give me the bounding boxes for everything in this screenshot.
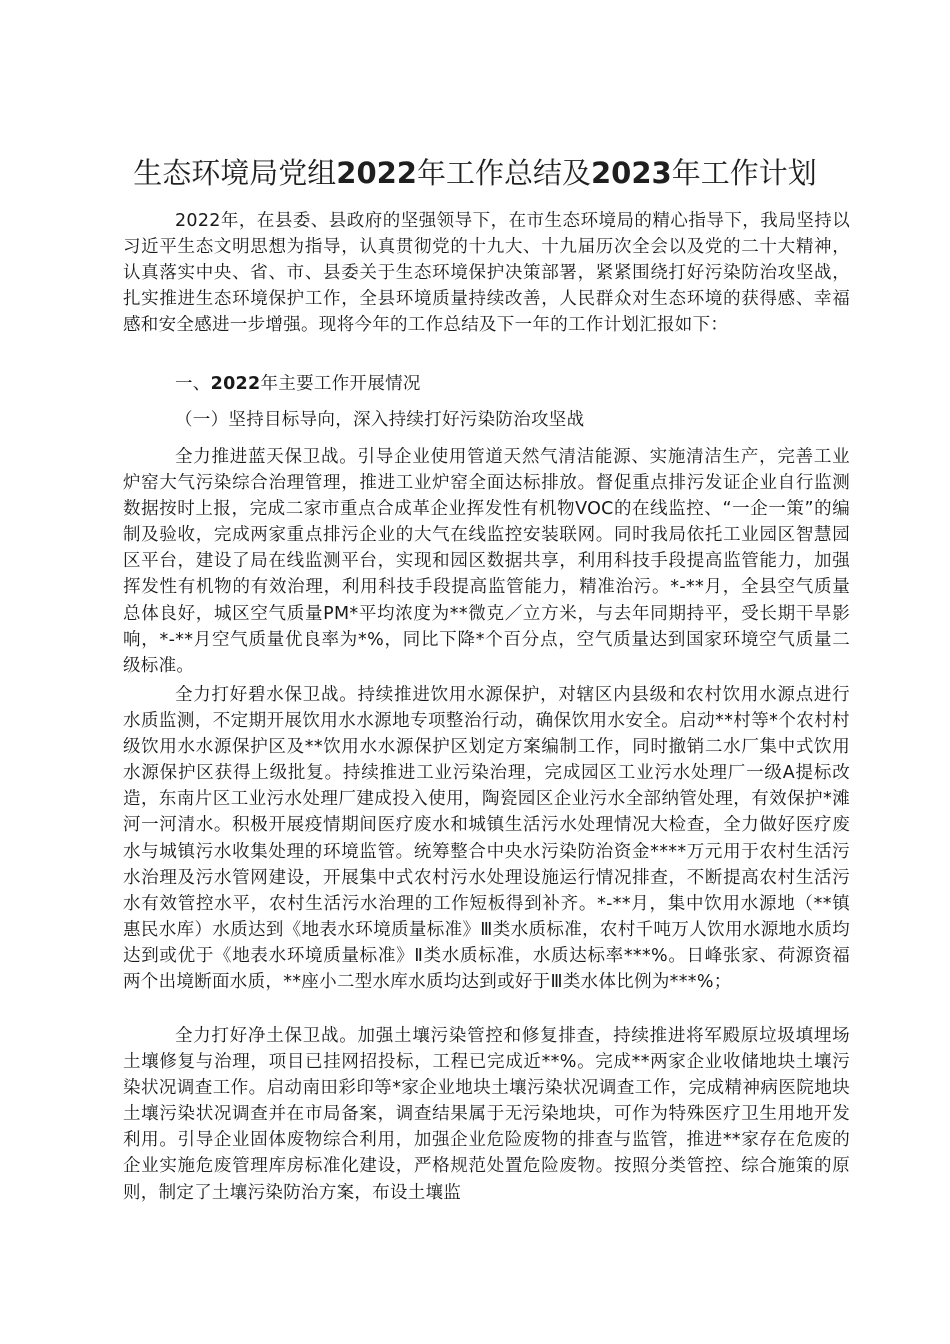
subsection-heading-1: （一）坚持目标导向，深入持续打好污染防治攻坚战 (175, 410, 585, 430)
document-title (0, 151, 950, 195)
intro-paragraph: 2022年，在县委、县政府的坚强领导下，在市生态环境局的精心指导下，我局坚持以习近平生态文明思想为指导，认真贯彻党的十九大、十九届历次全会以及党的二十大精神，认真落实中央、省、市、县委关于生态环境保护决策部署，紧紧围绕打好污染防治攻坚战，扎实推进生态环境保护工作，全县环境质量持续改善，人民群众对生态环境的获得感、幸福感和安全感进一步增强。现将今年的工作总结及下一年的工作计划汇报如下： (123, 211, 850, 336)
section-heading-year: 2022 (210, 374, 261, 394)
section-heading-1 (175, 371, 421, 397)
title-year-2023: 2023 (591, 156, 672, 190)
title-year-2022: 2022 (336, 156, 417, 190)
paragraph-clean-soil: 全力打好净土保卫战。加强土壤污染管控和修复排查，持续推进将军殿原垃圾填埋场土壤修复与治理，项目已挂网招投标，工程已完成近**%。完成**两家企业收储地块土壤污染状况调查工作。启动南田彩印等*家企业地块土壤污染状况调查工作，完成精神病医院地块土壤污染状况调查并在市局备案，调查结果属于无污染地块，可作为特殊医疗卫生用地开发利用。引导企业固体废物综合利用，加强企业危险废物的排查与监管，推进**家存在危废的企业实施危废管理库房标准化建设，严格规范处置危险废物。按照分类管控、综合施策的原则，制定了土壤污染防治方案，布设土壤监 (123, 1026, 850, 1203)
paragraph-blue-sky: 全力推进蓝天保卫战。引导企业使用管道天然气清洁能源、实施清洁生产，完善工业炉窑大气污染综合治理管理，推进工业炉窑全面达标排放。督促重点排污发证企业自行监测数据按时上报，完成二家市重点合成革企业挥发性有机物VOC的在线监控、“一企一策”的编制及验收，完成两家重点排污企业的大气在线监控安装联网。同时我局依托工业园区智慧园区平台，建设了局在线监测平台，实现和园区数据共享，利用科技手段提高监管能力，加强挥发性有机物的有效治理，利用科技手段提高监管能力，精准治污。*-**月，全县空气质量总体良好，城区空气质量PM*平均浓度为**微克／立方米，与去年同期持平，受长期干旱影响，*-**月空气质量优良率为*%，同比下降*个百分点，空气质量达到国家环境空气质量二级标准。 (123, 447, 850, 676)
title-part-2: 年工作总结及 (416, 156, 591, 190)
title-part-1: 生态环境局党组 (133, 156, 337, 190)
title-part-3: 年工作计划 (671, 156, 817, 190)
section-heading-suffix: 年主要工作开展情况 (260, 374, 421, 394)
paragraph-clear-water: 全力打好碧水保卫战。持续推进饮用水源保护，对辖区内县级和农村饮用水源点进行水质监测，不定期开展饮用水水源地专项整治行动，确保饮用水安全。启动**村等*个农村村级饮用水水源保护区及**饮用水水源保护区划定方案编制工作，同时撤销二水厂集中式饮用水源保护区获得上级批复。持续推进工业污染治理，完成园区工业污水处理厂一级A提标改造，东南片区工业污水处理厂建成投入使用，陶瓷园区企业污水全部纳管处理，有效保护*滩河一河清水。积极开展疫情期间医疗废水和城镇生活污水处理情况大检查，全力做好医疗废水与城镇污水收集处理的环境监管。统筹整合中央水污染防治资金****万元用于农村生活污水治理及污水管网建设，开展集中式农村污水处理设施运行情况排查，不断提高农村生活污水有效管控水平，农村生活污水治理的工作短板得到补齐。*-**月，集中饮用水源地（**镇惠民水库）水质达到《地表水环境质量标准》Ⅲ类水质标准，农村千吨万人饮用水源地水质均达到或优于《地表水环境质量标准》Ⅱ类水质标准，水质达标率***%。日峰张家、荷源资福两个出境断面水质，**座小二型水库水质均达到或好于Ⅲ类水体比例为***%； (123, 685, 850, 993)
section-heading-prefix: 一、 (175, 374, 211, 394)
